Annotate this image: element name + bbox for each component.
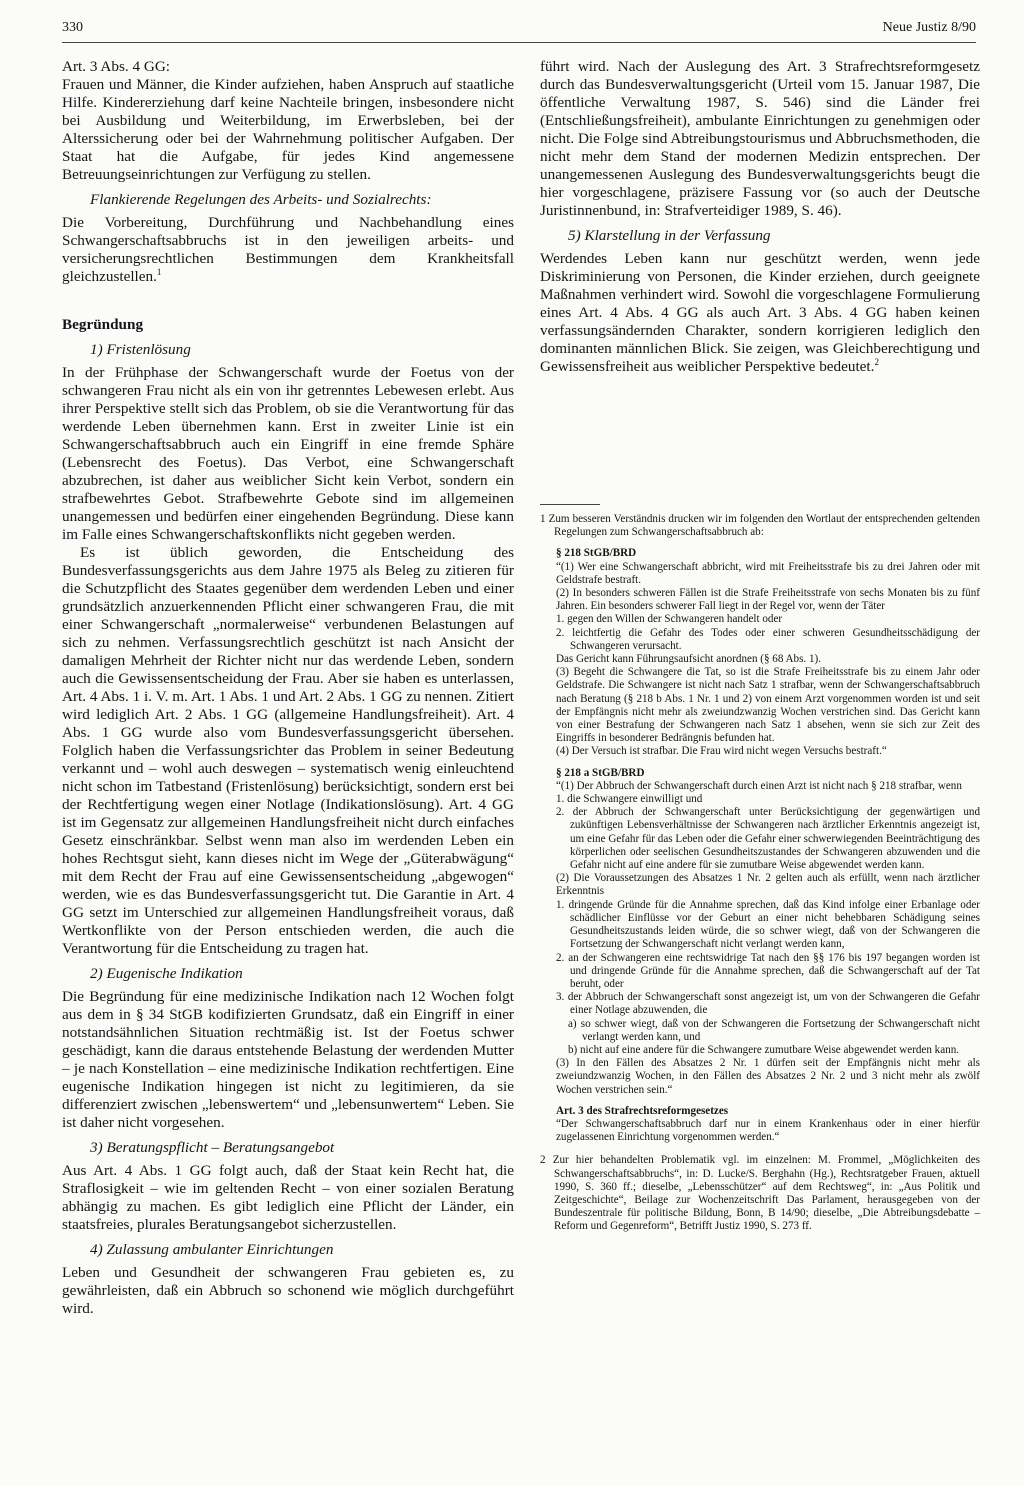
law-heading: § 218 StGB/BRD	[556, 547, 637, 560]
footnote-rule	[540, 504, 600, 505]
law-item: 1. gegen den Willen der Schwangeren handelt oder	[556, 613, 783, 626]
law-text: (2) Die Voraussetzungen des Absatzes 1 Nr. 2 gelten auch als erfüllt, wenn nach ärztlicher Erkenntnis	[556, 872, 980, 898]
law-item: 1. dringende Gründe für die Annahme sprechen, daß das Kind infolge einer Erbanlage oder schädlicher Einflüsse vor der Geburt an einer nicht behebbaren Schädigung seines Gesundheitszustands leiden würde, die so schwer wiegt, daß von der Schwangeren die Fortsetzung der Schwangerschaft nicht verlangt werden kann,	[556, 898, 980, 951]
subsection-heading: 4) Zulassung ambulanter Einrichtungen	[90, 1241, 334, 1258]
paragraph: Werdendes Leben kann nur geschützt werden, wenn jede Diskriminierung von Personen, die Kinder erziehen, durch geeignete Maßnahmen verhindert wird. Sowohl die vorgeschlagene Formulierung eines Art. 4 Abs. 4 GG als auch Art. 3 Abs. 4 GG haben keinen verfassungsändernden Charakter, sondern korrigieren lediglich den dominanten männlichen Blick. Sie zeigen, was Gleichberechtigung und Gewissensfreiheit aus weiblicher Perspektive bedeutet.$^2$	[540, 250, 980, 375]
paragraph: Die Begründung für eine medizinische Indikation nach 12 Wochen folgt aus dem in § 34 StGB kodifizierten Grundsatz, daß ein Eingriff in einer notstandsähnlichen Situation rechtmäßig ist. Ist der Foetus schwer geschädigt, kann die daraus entstehende Belastung der werdenden Mutter – je nach Konstellation – eine medizinische Indikation rechtfertigen. Eine eugenische Indikation hingegen ist nicht zu legitimieren, da sie differenziert zwischen „lebenswertem“ und „lebensunwertem“ Leben. Sie ist daher nicht vorgesehen.	[62, 988, 514, 1131]
law-text: Das Gericht kann Führungsaufsicht anordnen (§ 68 Abs. 1).	[556, 653, 821, 666]
law-text: “Der Schwangerschaftsabbruch darf nur in einem Krankenhaus oder in einer hierfür zugelassenen Einrichtung vorgenommen werden.“	[556, 1117, 980, 1144]
paragraph: führt wird. Nach der Auslegung des Art. 3 Strafrechtsreformgesetz durch das Bundesverwaltungsgericht (Urteil vom 15. Januar 1987, Die öffentliche Verwaltung 1987, S. 546) sind die Länder frei (Entschließungsfreiheit), ambulante Einrichtungen zu genehmigen oder nicht. Die Folge sind Abtreibungstourismus und Abbruchsmethoden, die nicht mehr dem Stand der modernen Medizin entsprechen. Der unangemessenen Auslegung des Bundesverwaltungsgerichts beugt die hier vorgeschlagene, präzisere Fassung vor (so auch der Deutsche Juristinnenbund, in: Strafverteidiger 1989, S. 46).	[540, 58, 980, 219]
paragraph: Leben und Gesundheit der schwangeren Frau gebieten es, zu gewährleisten, daß ein Abbruch so schonend wie möglich durchgeführt wird.	[62, 1264, 514, 1317]
law-text: (4) Der Versuch ist strafbar. Die Frau wird nicht wegen Versuchs bestraft.“	[556, 745, 887, 758]
law-item: 2. leichtfertig die Gefahr des Todes oder einer schweren Gesundheitsschädigung der Schwangeren verursacht.	[556, 626, 980, 652]
paragraph: Die Vorbereitung, Durchführung und Nachbehandlung eines Schwangerschaftsabbruchs ist in den jeweiligen arbeits- und versicherungsrechtlichen Bestimmungen dem Krankheitsfall gleichzustellen.$^1$	[62, 214, 514, 285]
subsection-heading: 5) Klarstellung in der Verfassung	[568, 227, 771, 244]
paragraph: Es ist üblich geworden, die Entscheidung des Bundesverfassungsgerichts aus dem Jahre 1975 als Beleg zu zitieren für die Schutzpflicht des Staates gegenüber dem werdenden Leben und einer grundsätzlich anzuerkennenden Pflicht einer schwangeren Frau, die mit einer Schwangerschaft „normalerweise“ verbundenen Belastungen auf sich zu nehmen. Verfassungsrechtlich geschützt ist nach Ansicht der damaligen Mehrheit der Richter nicht nur das werdende Leben, sondern auch die Gewissensentscheidung der Frau. Aber sie haben es unterlassen, Art. 4 Abs. 1 i. V. m. Art. 1 Abs. 1 und Art. 2 Abs. 1 GG zu nennen. Zitiert wird lediglich Art. 2 Abs. 1 GG (allgemeine Handlungsfreiheit). Art. 4 Abs. 1 GG wurde also vom Bundesverfassungsgericht übersehen. Folglich haben die Verfassungsrichter das Problem in seiner Bedeutung verkannt und – wohl auch deswegen – systematisch wenig einleuchtend nicht schon im Tatbestand (Fristenlösung) berücksichtigt, sondern erst bei der Rechtfertigung wegen einer Notlage (Indikationslösung). Art. 4 GG ist im Gegensatz zur allgemeinen Handlungsfreiheit nicht durch einfaches Gesetz einschränkbar. Selbst wenn man also im werdenden Leben ein hohes Rechtsgut sieht, kann dieses nicht im Wege der „Güterabwägung“ mit dem Recht der Frau auf eine Gewissensentscheidung „abgewogen“ werden, wie es das Bundesverfassungsgericht tut. Die Garantie in Art. 4 GG setzt im Unterschied zur allgemeinen Handlungsfreiheit voraus, daß Wertkonflikte von der Person entschieden werden, die auch die Verantwortung für die Entscheidung zu tragen hat.	[62, 544, 514, 957]
section-heading: Flankierende Regelungen des Arbeits- und Sozialrechts:	[90, 191, 432, 208]
law-text: (2) In besonders schweren Fällen ist die Strafe Freiheitsstrafe von sechs Monaten bis zu fünf Jahren. Ein besonders schwerer Fall liegt in der Regel vor, wenn der Täter	[556, 587, 980, 613]
law-subitem: b) nicht auf eine andere für die Schwangere zumutbare Weise abgewendet werden kann.	[568, 1043, 960, 1056]
law-item: 2. an der Schwangeren eine rechtswidrige Tat nach den §§ 176 bis 197 begangen worden ist und dringende Gründe für die Annahme sprechen, daß die Schwangerschaft auf der Tat beruht, oder	[556, 951, 980, 990]
law-text: (3) Begeht die Schwangere die Tat, so ist die Strafe Freiheitsstrafe bis zu einem Jahr oder Geldstrafe. Die Schwangere ist nicht nach Satz 1 strafbar, wenn der Schwangerschaftsabbruch nach Beratung (§ 218 b Abs. 1 Nr. 1 und 2) von einem Arzt vorgenommen worden ist und seit der Empfängnis nicht mehr als zweiundzwanzig Wochen verstrichen sind. Das Gericht kann von einer Bestrafung der Schwangeren nach Satz 1 absehen, wenn sie sich zur Zeit des Eingriffs in besonderer Bedrängnis befunden hat.	[556, 666, 980, 745]
law-item: 1. die Schwangere einwilligt und	[556, 793, 703, 806]
subsection-heading: 3) Beratungspflicht – Beratungsangebot	[90, 1139, 335, 1156]
footnote-text: 1 Zum besseren Verständnis drucken wir im folgenden den Wortlaut der entsprechenden geltenden Regelungen zum Schwangerschaftsabbruch ab:	[540, 513, 980, 539]
footnote-text: 2 Zur hier behandelten Problematik vgl. im einzelnen: M. Frommel, „Möglichkeiten des Schwangerschaftsabbruchs“, in: D. Lucke/S. Berghahn (Hg.), Rechtsratgeber Frauen, aktuell 1990, S. 360 ff.; dieselbe, „Lebensschützer“ auf dem Rechtsweg“, in: „Aus Politik und Zeitgeschichte“, Beilage zur Wochenzeitschrift Das Parlament, herausgegeben von der Bundeszentrale für politische Bildung, Bonn, B 14/90; dieselbe, „Die Abtreibungsdebatte – Reform und Gegenreform“, Betrifft Justiz 1990, S. 273 ff.	[540, 1154, 980, 1233]
law-text: (3) In den Fällen des Absatzes 2 Nr. 1 dürfen seit der Empfängnis nicht mehr als zweiundzwanzig Wochen, in den Fällen des Absatzes 2 Nr. 2 und 3 nicht mehr als zwölf Wochen verstrichen sein.“	[556, 1057, 980, 1096]
footnote-ref: 2	[874, 356, 879, 367]
law-subitem: a) so schwer wiegt, daß von der Schwangeren die Fortsetzung der Schwangerschaft nicht verlangt werden kann, und	[568, 1017, 980, 1043]
subsection-heading: 2) Eugenische Indikation	[90, 965, 243, 982]
article-reference: Art. 3 Abs. 4 GG:	[62, 58, 171, 75]
law-item: 2. der Abbruch der Schwangerschaft unter Berücksichtigung der gegenwärtigen und zukünftigen Lebensverhältnisse der Schwangeren nach ärztlicher Erkenntnis angezeigt ist, um eine Gefahr für das Leben oder die Gefahr einer schwerwiegenden Beeinträchtigung des körperlichen oder seelischen Gesundheitszustandes der Schwangeren abzuwenden und die Gefahr nicht auf eine andere für sie zumutbare Weise abgewendet werden kann.	[556, 806, 980, 872]
law-heading: Art. 3 des Strafrechtsreformgesetzes	[556, 1104, 729, 1117]
paragraph: Aus Art. 4 Abs. 1 GG folgt auch, daß der Staat kein Recht hat, die Straflosigkeit – wie im geltenden Recht – von einer sozialen Beratung abhängig zu machen. Es gibt lediglich eine Pflicht der Länder, ein staatsfreies, plurales Beratungsangebot sicherzustellen.	[62, 1162, 514, 1233]
subsection-heading: 1) Fristenlösung	[90, 341, 191, 358]
footnote-ref: 1	[156, 266, 162, 277]
law-text: “(1) Wer eine Schwangerschaft abbricht, wird mit Freiheitsstrafe bis zu drei Jahren oder mit Geldstrafe bestraft.	[556, 560, 980, 586]
law-item: 3. der Abbruch der Schwangerschaft sonst angezeigt ist, um von der Schwangeren die Gefahr einer Notlage abzuwenden, die	[556, 991, 980, 1017]
left-column	[62, 58, 514, 1318]
paragraph: Frauen und Männer, die Kinder aufziehen, haben Anspruch auf staatliche Hilfe. Kindererziehung darf keine Nachteile bringen, insbesondere nicht bei Ausbildung und Weiterbildung, im Erwerbsleben, bei der Alterssicherung oder bei der Wahrnehmung politischer Aufgaben. Der Staat hat die Aufgabe, für jedes Kind angemessene Betreuungseinrichtungen zur Verfügung zu stellen.	[62, 76, 514, 183]
journal-issue: Neue Justiz 8/90	[882, 20, 976, 35]
page-number: 330	[62, 20, 83, 35]
law-heading: § 218 a StGB/BRD	[556, 766, 645, 779]
header-rule	[62, 42, 976, 43]
section-heading-bold: Begründung	[62, 316, 144, 333]
right-column	[540, 58, 980, 1234]
footnote-2	[540, 1154, 980, 1233]
footnote-1	[540, 513, 980, 1144]
paragraph: In der Frühphase der Schwangerschaft wurde der Foetus von der schwangeren Frau nicht als ein von ihr getrenntes Lebewesen erlebt. Aus ihrer Perspektive stellt sich das Problem, ob sie die Verantwortung für das werdende Leben übernehmen kann. Erst in zweiter Linie ist ein Schwangerschaftsabbruch auch ein Eingriff in eine fremde Sphäre (Lebensrecht des Foetus). Das Verbot, eine Schwangerschaft abzubrechen, ist daher aus weiblicher Sicht kein Verbot, sondern ein strafbewehrtes Gebot. Strafbewehrte Gebote sind im allgemeinen unangemessen und bedürfen einer eingehenden Begründung. Diese kann im Falle eines Schwangerschaftskonflikts nicht gegeben werden.	[62, 364, 514, 543]
law-text: “(1) Der Abbruch der Schwangerschaft durch einen Arzt ist nicht nach § 218 strafbar, wenn	[556, 779, 962, 792]
